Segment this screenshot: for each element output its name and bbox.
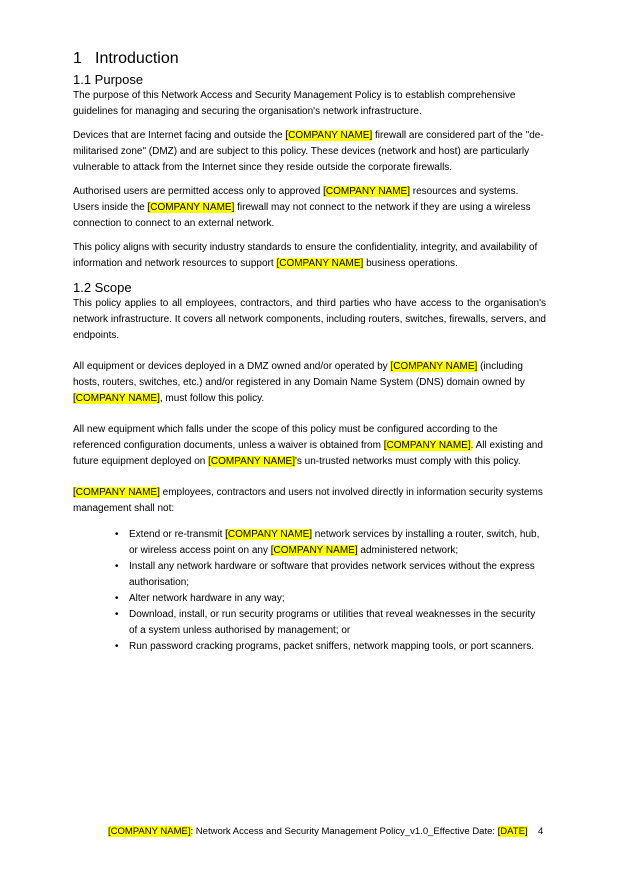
bullet-icon: •: [115, 561, 119, 572]
scope-paragraph-1: This policy applies to all employees, contractors, and third parties who have access to the organisation's network infrastructure. It covers all network components, including routers, switches, firewalls, servers, and endpoints.: [73, 298, 546, 341]
text-run: Install any network hardware or software that provides network services without the express authorisation;: [129, 561, 535, 588]
purpose-paragraph-1: The purpose of this Network Access and Security Management Policy is to establish comprehensive guidelines for managing and securing the organisation's network infrastructure.: [73, 90, 516, 117]
scope-heading: 1.2 Scope: [73, 280, 132, 295]
text-run: Download, install, or run security programs or utilities that reveal weaknesses in the security of a system unless authorised by management; or: [129, 609, 536, 636]
company-name-placeholder: [COMPANY NAME]: [285, 130, 373, 141]
bullet-icon: •: [115, 593, 119, 604]
text-run: All equipment or devices deployed in a DMZ owned and/or operated by: [73, 361, 391, 372]
company-name-placeholder: [COMPANY NAME]: [390, 361, 478, 372]
bullet-icon: •: [115, 641, 119, 652]
purpose-paragraph-4: [73, 240, 546, 272]
purpose-heading: 1.1 Purpose: [73, 72, 144, 87]
footer-text: : Network Access and Security Management Policy_v1.0_Effective Date:: [190, 826, 498, 837]
text-run: administered network;: [357, 545, 459, 556]
prohibited-actions-list: [73, 527, 546, 655]
company-name-placeholder: [COMPANY NAME]: [323, 186, 411, 197]
list-item: [115, 591, 546, 607]
purpose-paragraph-3: [73, 184, 546, 232]
company-name-placeholder: [COMPANY NAME]: [73, 393, 160, 404]
section-title: Introduction: [95, 50, 179, 67]
text-run: firewall may not connect to the network if they are using a wireless connection to connect to an external network.: [73, 202, 531, 229]
list-item: [115, 607, 546, 639]
scope-paragraph-3: [73, 422, 546, 470]
company-name-placeholder: [COMPANY NAME]: [73, 487, 160, 498]
bullet-icon: •: [115, 529, 119, 540]
company-name-placeholder: [COMPANY NAME]: [276, 258, 364, 269]
text-run: network services by installing a router, switch, hub, or wireless access point on any: [129, 529, 540, 556]
list-item: [115, 639, 546, 655]
page-number: 4: [538, 826, 544, 837]
bullet-icon: •: [115, 609, 119, 620]
text-run: 's un-trusted networks must comply with this policy.: [294, 456, 521, 467]
company-name-placeholder: [COMPANY NAME]: [208, 456, 295, 467]
list-item: [115, 527, 546, 559]
text-run: Run password cracking programs, packet sniffers, network mapping tools, or port scanners.: [129, 641, 534, 652]
text-run: This policy aligns with security industry standards to ensure the confidentiality, integrity, and availability of information and network resources to support: [73, 242, 538, 269]
text-run: (including hosts, routers, switches, etc.) and/or registered in any Domain Name System (DNS) domain owned by: [73, 361, 525, 388]
text-run: resources and systems. Users inside the: [73, 186, 519, 213]
text-run: Extend or re-transmit: [129, 529, 226, 540]
section-heading: [73, 50, 546, 68]
text-run: Devices that are Internet facing and outside the: [73, 130, 286, 141]
company-name-placeholder: [COMPANY NAME]: [225, 529, 313, 540]
company-name-placeholder: [COMPANY NAME]: [383, 440, 471, 451]
company-name-placeholder: [COMPANY NAME]: [147, 202, 235, 213]
purpose-paragraph-2: [73, 128, 546, 176]
scope-paragraph-4: [73, 485, 546, 517]
text-run: firewall are considered part of the "de-militarised zone" (DMZ) and are subject to this policy. These devices (network and host) are particularly vulnerable to attack from the Internet since they reside outside the corporate firewalls.: [73, 130, 544, 173]
date-placeholder: [DATE]: [497, 826, 528, 837]
text-run: , must follow this policy.: [159, 393, 265, 404]
list-item: [115, 559, 546, 591]
text-run: employees, contractors and users not involved directly in information security systems management shall not:: [73, 487, 543, 514]
page-footer: [108, 825, 548, 839]
text-run: Authorised users are permitted access only to approved: [73, 186, 324, 197]
text-run: business operations.: [363, 258, 458, 269]
text-run: All new equipment which falls under the scope of this policy must be configured according to the referenced configuration documents, unless a waiver is obtained from: [73, 424, 498, 451]
company-name-placeholder: [COMPANY NAME]: [108, 826, 191, 837]
scope-paragraph-2: [73, 359, 546, 407]
text-run: . All existing and future equipment deployed on: [73, 440, 543, 467]
text-run: Alter network hardware in any way;: [129, 593, 285, 604]
section-number: 1: [73, 50, 82, 67]
page-content: [73, 50, 546, 655]
company-name-placeholder: [COMPANY NAME]: [270, 545, 358, 556]
